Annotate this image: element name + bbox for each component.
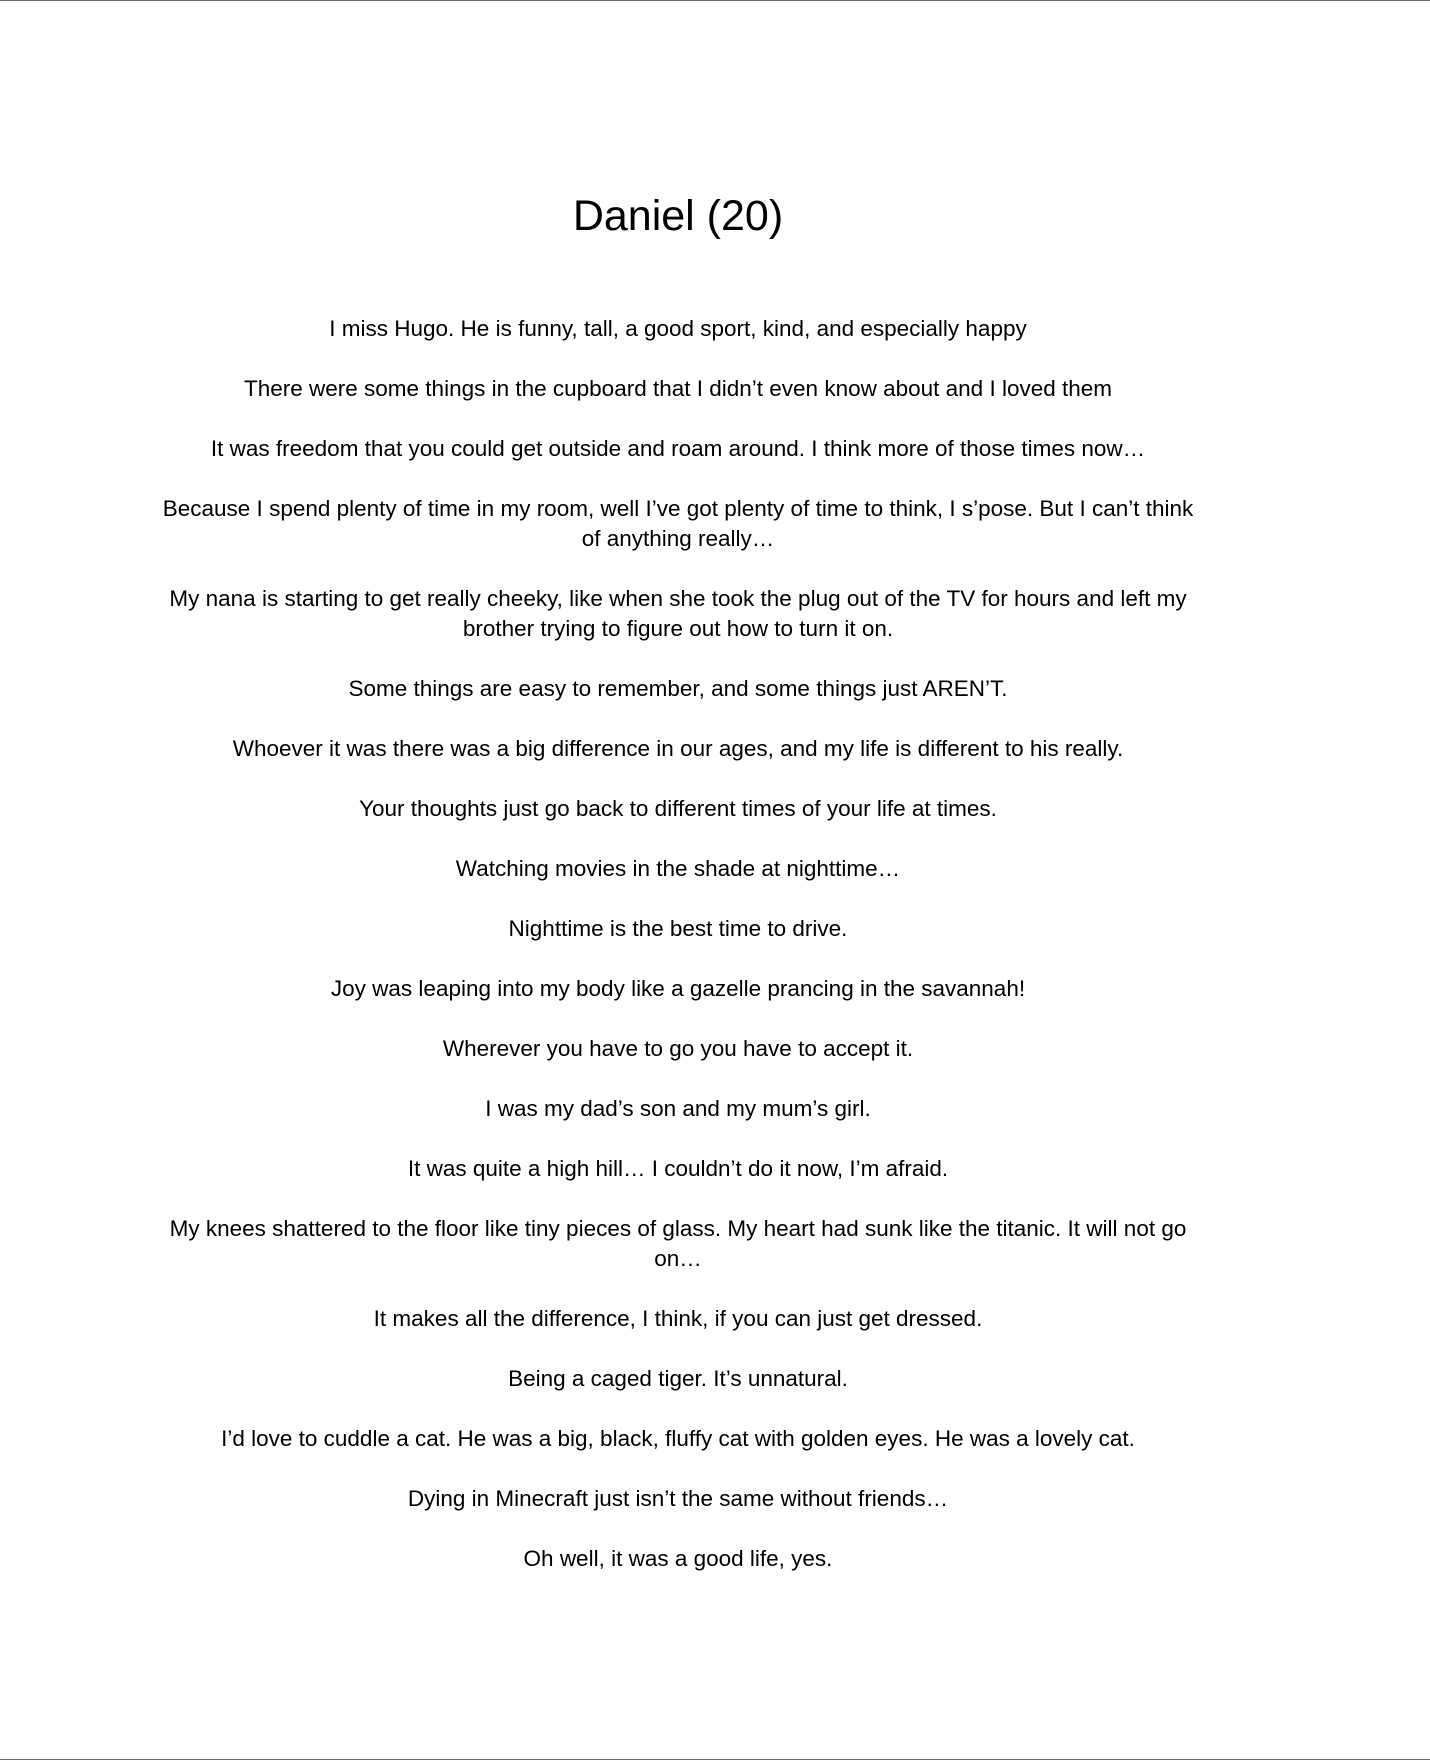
- quote-paragraph: My knees shattered to the floor like tiny pieces of glass. My heart had sunk like the titanic. It will not go on…: [169, 1216, 1187, 1271]
- quote-paragraph: I was my dad’s son and my mum’s girl.: [485, 1096, 871, 1121]
- quote-paragraph: I’d love to cuddle a cat. He was a big, black, fluffy cat with golden eyes. He was a lovely cat.: [221, 1426, 1135, 1451]
- quote-paragraph: I miss Hugo. He is funny, tall, a good sport, kind, and especially happy: [329, 316, 1027, 341]
- quote-paragraph: Whoever it was there was a big difference in our ages, and my life is different to his really.: [232, 736, 1124, 761]
- quote-paragraph: It was quite a high hill… I couldn’t do it now, I’m afraid.: [407, 1156, 949, 1181]
- quote-paragraph: Because I spend plenty of time in my room, well I’ve got plenty of time to think, I s’pose. But I can’t think of anything really…: [162, 496, 1194, 551]
- quote-paragraph: Nighttime is the best time to drive.: [508, 916, 848, 941]
- quote-paragraph: There were some things in the cupboard that I didn’t even know about and I loved them: [243, 376, 1113, 401]
- quote-list: [160, 314, 1196, 1604]
- quote-paragraph: Watching movies in the shade at nighttime…: [455, 856, 901, 881]
- page-title: Daniel (20): [572, 192, 784, 240]
- quote-paragraph: Your thoughts just go back to different times of your life at times.: [359, 796, 997, 821]
- quote-paragraph: It was freedom that you could get outside and roam around. I think more of those times now…: [210, 436, 1146, 461]
- quote-paragraph: Wherever you have to go you have to accept it.: [442, 1036, 914, 1061]
- quote-paragraph: Some things are easy to remember, and some things just AREN’T.: [348, 676, 1008, 701]
- quote-paragraph: My nana is starting to get really cheeky, like when she took the plug out of the TV for hours and left my brother trying to figure out how to turn it on.: [169, 586, 1187, 641]
- quote-paragraph: It makes all the difference, I think, if you can just get dressed.: [373, 1306, 983, 1331]
- quote-paragraph: Dying in Minecraft just isn’t the same without friends…: [407, 1486, 949, 1511]
- quote-paragraph: Joy was leaping into my body like a gazelle prancing in the savannah!: [330, 976, 1026, 1001]
- quote-paragraph: Oh well, it was a good life, yes.: [523, 1546, 833, 1571]
- quote-paragraph: Being a caged tiger. It’s unnatural.: [508, 1366, 848, 1391]
